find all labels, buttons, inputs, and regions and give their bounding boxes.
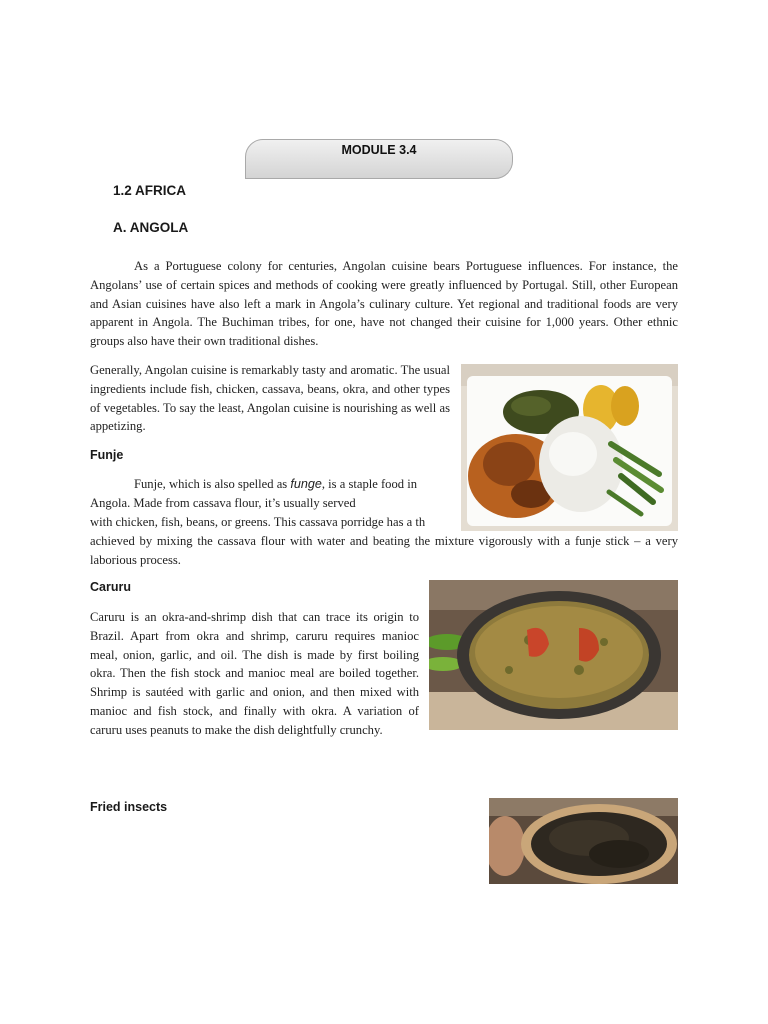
funje-line-3: with chicken, fish, beans, or greens. This cassava porridge has a th [90,515,426,529]
general-paragraph: Generally, Angolan cuisine is remarkably tasty and aromatic. The usual ingredients include fish, chicken, cassava, beans, okra, and other types of vegetables. To say the least, Angolan cuisine is nourishing as well as appetizing. [90,363,450,434]
funje-alt-spelling: funge [290,477,322,491]
module-label: MODULE 3.4 [341,143,417,157]
module-tab [245,139,513,179]
intro-paragraph: As a Portuguese colony for centuries, Angolan cuisine bears Portuguese influences. For instance, the Angolans’ use of certain spices and methods of cooking were greatly influenced by Portugal. Still, other European and Asian cuisines have also left a mark in Angola’s culinary culture. Yet regional and traditional foods are very apparent in Angola. The Buchiman tribes, for one, have not changed their cuisine for 1,000 years. Other ethnic groups also have their own traditional dishes. [90,259,678,349]
caruru-photo [429,580,678,730]
funje-paragraph-rest: achieved by mixing the cassava flour with water and beating the mixture vigorously with a funje stick – a very laborious process. [90,534,678,567]
funje-line-2: Angola. Made from cassava flour, it’s usually served [90,496,356,510]
funje-line-1-b: , is a staple food in [321,477,418,491]
funje-line-1-a: Funje, which is also spelled as [134,477,291,491]
funje-line-1 [134,475,417,494]
fried-insects-photo [489,798,678,884]
caruru-heading: Caruru [90,580,131,594]
funje-heading: Funje [90,448,124,462]
caruru-paragraph: Caruru is an okra-and-shrimp dish that can trace its origin to Brazil. Apart from okra and shrimp, caruru requires manioc meal, onion, garlic, and oil. The dish is made by first boiling okra. Then the fish stock and manioc meal are boiled together. Shrimp is sautéed with garlic and onion, and then mixed with manioc and fish stock, and finally with okra. A variation of caruru uses peanuts to make the dish delightfully crunchy. [90,610,419,737]
subsection-title: A. ANGOLA [113,220,189,235]
section-title: 1.2 AFRICA [113,183,187,198]
funje-plate-photo [461,364,678,531]
fried-insects-heading: Fried insects [90,800,168,814]
